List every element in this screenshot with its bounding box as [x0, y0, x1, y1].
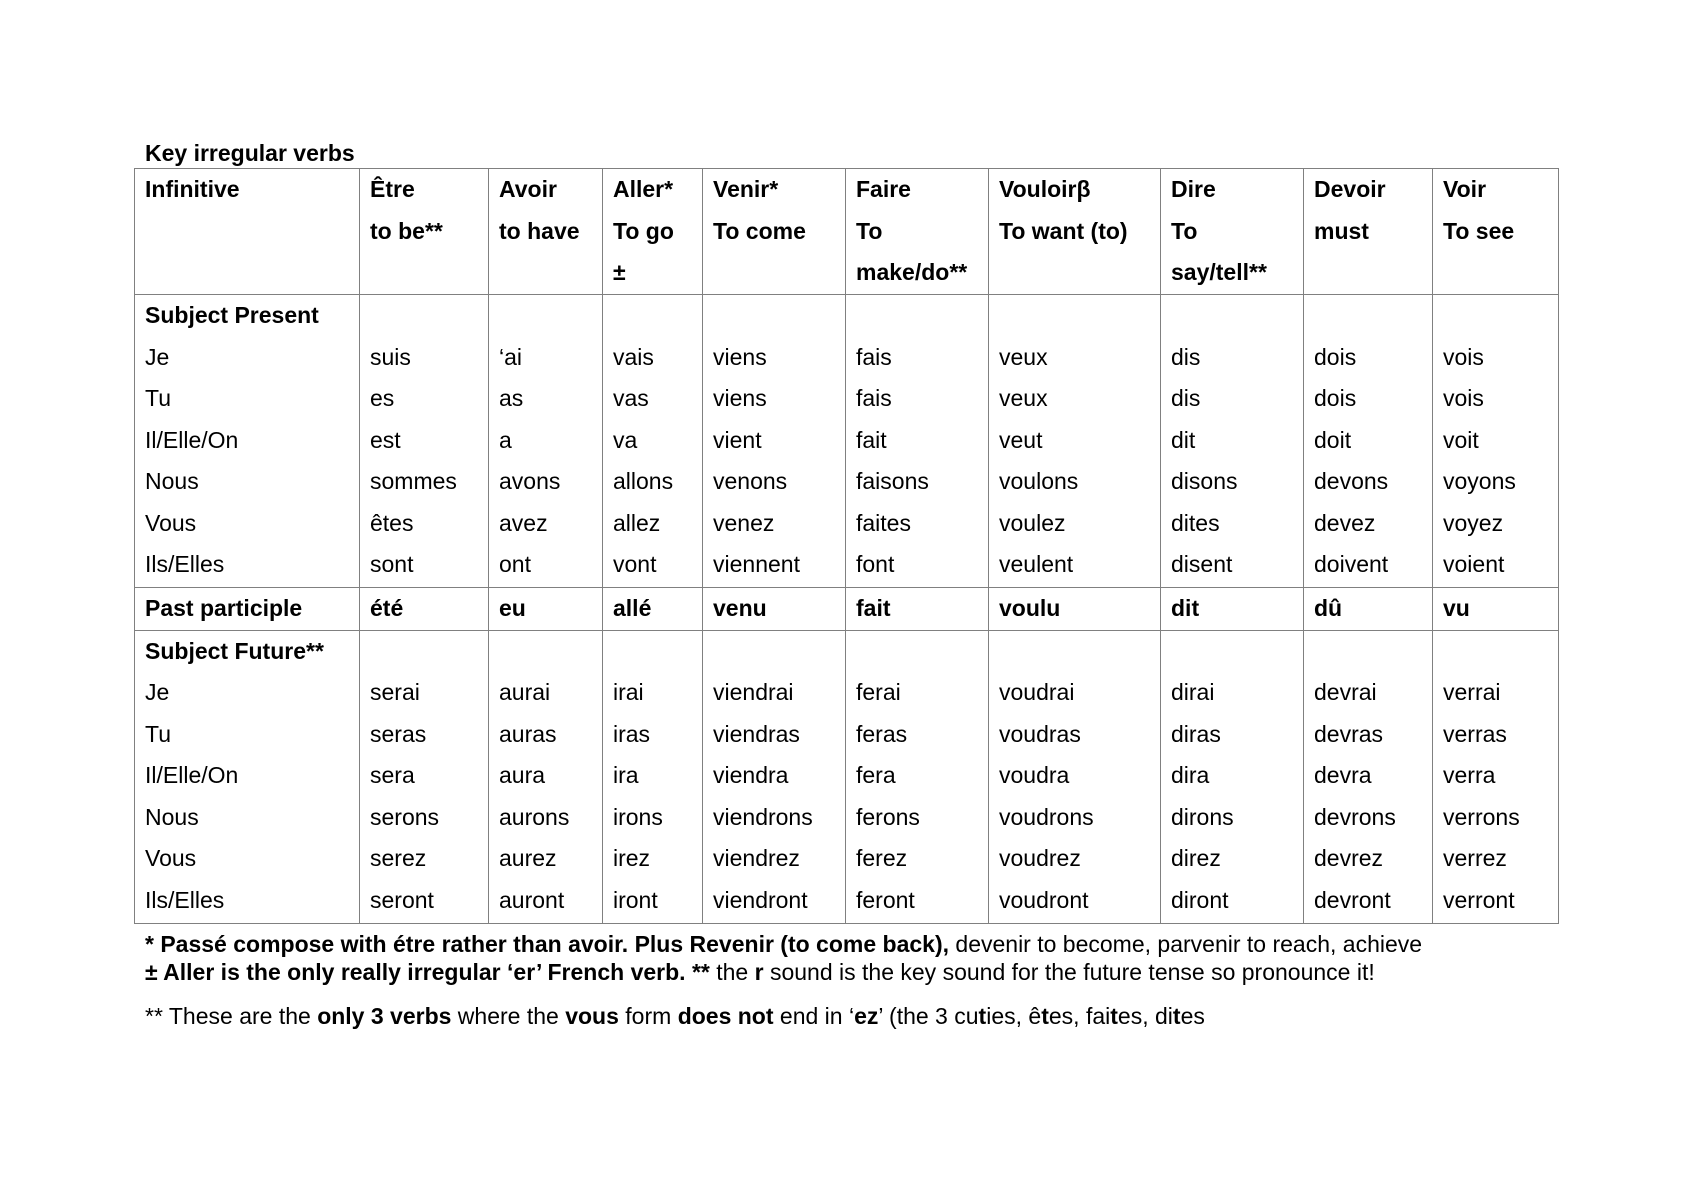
conjugated-form: ferai: [856, 679, 901, 705]
spacer: [999, 295, 1150, 337]
conjugated-form: aura: [499, 762, 546, 788]
conjugated-form: feras: [856, 720, 908, 747]
conjugated-form: aurai: [499, 679, 551, 705]
spacer: [370, 295, 478, 337]
header-verb-line: say/tell**: [1171, 259, 1267, 285]
past-participle-value: fait: [846, 588, 989, 631]
conjugated-form: verras: [1443, 720, 1507, 747]
conjugated-form: ferons: [856, 803, 920, 830]
conjugated-form: devrai: [1314, 679, 1377, 705]
conjugated-form: voudrez: [999, 845, 1081, 871]
conjugated-form: dois: [1314, 385, 1357, 411]
conjugated-form: devras: [1314, 720, 1384, 747]
conjugation-column: [1304, 295, 1433, 588]
conjugated-form: viendrons: [713, 803, 813, 830]
conjugated-form: ira: [613, 762, 639, 788]
conjugated-form: fais: [856, 385, 892, 411]
header-verb-line: Vouloirβ: [999, 176, 1091, 202]
conjugated-form: voudrons: [999, 803, 1094, 830]
conjugated-form: dit: [1171, 426, 1196, 453]
subject-pronoun: Il/Elle/On: [145, 426, 239, 453]
header-verb-line: To come: [713, 217, 806, 244]
conjugated-form: dirai: [1171, 679, 1215, 705]
conjugated-form: veulent: [999, 551, 1074, 577]
conjugated-form: seront: [370, 886, 434, 913]
conjugated-form: dis: [1171, 385, 1201, 411]
conjugated-form: sera: [370, 762, 415, 788]
conjugated-form: diront: [1171, 886, 1229, 913]
subject-pronoun: Ils/Elles: [145, 551, 225, 577]
header-verb: [1433, 169, 1559, 295]
header-verb-line: Aller*: [613, 176, 674, 202]
spacer: [613, 295, 692, 337]
conjugated-form: devrez: [1314, 845, 1384, 871]
conjugated-form: a: [499, 426, 512, 453]
conjugated-form: voulez: [999, 509, 1066, 536]
header-verb-line: Voir: [1443, 176, 1487, 202]
subject-column: [135, 295, 360, 588]
conjugation-column: [989, 630, 1161, 923]
header-verb-line: To: [1171, 217, 1198, 244]
conjugated-form: verra: [1443, 762, 1496, 788]
conjugated-form: dois: [1314, 343, 1357, 370]
past-participle-label: Past participle: [135, 588, 360, 631]
conjugation-column: [1161, 630, 1304, 923]
future-tense-row: [135, 630, 1559, 923]
conjugated-form: disons: [1171, 468, 1238, 494]
conjugated-form: serez: [370, 845, 427, 871]
spacer: [713, 631, 835, 673]
conjugated-form: faisons: [856, 468, 929, 494]
past-participle-value: dû: [1304, 588, 1433, 631]
header-verb: [1161, 169, 1304, 295]
conjugated-form: auront: [499, 886, 565, 913]
header-verb-line: To: [856, 217, 883, 244]
conjugation-column: [989, 295, 1161, 588]
section-heading: Subject Future**: [145, 637, 324, 664]
footnote-aller: ± Aller is the only really irregular ‘er’ French verb. ** the r sound is the key sound for the future tense so pronounce it!: [145, 959, 1375, 985]
header-verb-line: must: [1314, 217, 1369, 244]
conjugated-form: voyons: [1443, 468, 1516, 494]
conjugated-form: vois: [1443, 343, 1484, 370]
header-verb: [489, 169, 603, 295]
conjugated-form: viens: [713, 385, 767, 411]
conjugated-form: va: [613, 426, 638, 453]
conjugated-form: avons: [499, 468, 561, 494]
spacer: [713, 295, 835, 337]
header-verb-line: [499, 252, 592, 294]
subject-pronoun: Nous: [145, 468, 199, 494]
conjugated-form: ‘ai: [499, 343, 523, 370]
conjugated-form: venez: [713, 509, 775, 536]
section-heading: Subject Present: [145, 302, 319, 328]
subject-pronoun: Je: [145, 343, 170, 370]
conjugated-form: vient: [713, 426, 762, 453]
conjugated-form: verront: [1443, 886, 1515, 913]
conjugated-form: viendras: [713, 720, 800, 747]
conjugated-form: faites: [856, 509, 911, 536]
header-verb-line: Faire: [856, 176, 911, 202]
past-participle-value: venu: [703, 588, 846, 631]
conjugation-column: [1304, 630, 1433, 923]
conjugated-form: verrez: [1443, 845, 1507, 871]
page-title: Key irregular verbs: [145, 140, 355, 166]
spacer: [856, 295, 978, 337]
spacer: [1171, 631, 1293, 673]
footnote-passe-compose: * Passé compose with étre rather than avoir. Plus Revenir (to come back), devenir to become, parvenir to reach, achieve: [145, 931, 1423, 957]
present-tense-row: [135, 295, 1559, 588]
conjugated-form: est: [370, 426, 401, 453]
conjugated-form: viendront: [713, 886, 808, 913]
spacer: [1443, 631, 1548, 673]
conjugated-form: viennent: [713, 551, 800, 577]
spacer: [856, 631, 978, 673]
past-participle-value: voulu: [989, 588, 1161, 631]
conjugated-form: fais: [856, 343, 892, 370]
conjugated-form: viendrez: [713, 845, 800, 871]
subject-pronoun: Nous: [145, 803, 199, 830]
conjugated-form: irai: [613, 679, 644, 705]
header-verb-line: make/do**: [856, 259, 968, 285]
conjugated-form: devront: [1314, 886, 1391, 913]
conjugation-column: [360, 630, 489, 923]
past-participle-value: dit: [1161, 588, 1304, 631]
conjugated-form: devons: [1314, 468, 1389, 494]
conjugated-form: aurez: [499, 845, 557, 871]
past-participle-value: eu: [489, 588, 603, 631]
conjugated-form: veux: [999, 385, 1048, 411]
conjugated-form: viendrai: [713, 679, 794, 705]
header-verb: [603, 169, 703, 295]
conjugation-column: [603, 630, 703, 923]
spacer: [1314, 295, 1422, 337]
conjugated-form: irons: [613, 803, 663, 830]
conjugated-form: vais: [613, 343, 654, 370]
conjugated-form: vois: [1443, 385, 1484, 411]
conjugated-form: verrai: [1443, 679, 1501, 705]
conjugated-form: devrons: [1314, 803, 1396, 830]
footnotes: [145, 930, 1605, 1030]
header-verb-line: [999, 252, 1150, 294]
conjugated-form: voulons: [999, 468, 1079, 494]
conjugated-form: font: [856, 551, 895, 577]
conjugated-form: vas: [613, 385, 649, 411]
header-verb: [846, 169, 989, 295]
header-infinitive: [135, 169, 360, 295]
header-verb-line: to have: [499, 217, 580, 244]
spacer: [499, 631, 592, 673]
conjugated-form: fera: [856, 762, 896, 788]
header-verb-line: to be**: [370, 217, 443, 244]
spacer: [613, 631, 692, 673]
conjugation-column: [603, 295, 703, 588]
subject-column: [135, 630, 360, 923]
conjugated-form: irez: [613, 845, 651, 871]
conjugated-form: seras: [370, 720, 427, 747]
header-verb-line: ±: [613, 259, 626, 285]
header-verb-line: [370, 252, 478, 294]
spacer: [1171, 295, 1293, 337]
header-verb-line: [1314, 252, 1422, 294]
conjugated-form: verrons: [1443, 803, 1520, 830]
conjugated-form: ferez: [856, 845, 908, 871]
conjugated-form: viens: [713, 343, 767, 370]
conjugated-form: sont: [370, 551, 414, 577]
conjugated-form: as: [499, 385, 524, 411]
conjugated-form: sommes: [370, 468, 457, 494]
past-participle-row: [135, 588, 1559, 631]
conjugated-form: suis: [370, 343, 411, 370]
past-participle-value: vu: [1433, 588, 1559, 631]
subject-pronoun: Je: [145, 679, 170, 705]
header-verb-line: Avoir: [499, 176, 557, 202]
conjugated-form: viendra: [713, 762, 789, 788]
spacer: [999, 631, 1150, 673]
conjugation-column: [846, 630, 989, 923]
conjugated-form: voudront: [999, 886, 1089, 913]
conjugation-column: [703, 630, 846, 923]
conjugated-form: dis: [1171, 343, 1201, 370]
conjugated-form: allons: [613, 468, 674, 494]
subject-pronoun: Vous: [145, 509, 197, 536]
conjugated-form: voudra: [999, 762, 1070, 788]
spacer: [1443, 295, 1548, 337]
subject-pronoun: Vous: [145, 845, 197, 871]
spacer: [499, 295, 592, 337]
conjugated-form: doivent: [1314, 551, 1389, 577]
conjugation-column: [1433, 630, 1559, 923]
conjugated-form: serai: [370, 679, 420, 705]
conjugated-form: veut: [999, 426, 1043, 453]
conjugation-column: [703, 295, 846, 588]
conjugated-form: avez: [499, 509, 548, 536]
conjugation-column: [489, 630, 603, 923]
header-verb-line: [1443, 252, 1548, 294]
conjugated-form: devra: [1314, 762, 1372, 788]
conjugated-form: ont: [499, 551, 531, 577]
past-participle-value: allé: [603, 588, 703, 631]
conjugated-form: voyez: [1443, 509, 1504, 536]
conjugated-form: fait: [856, 426, 887, 453]
conjugated-form: allez: [613, 509, 661, 536]
conjugated-form: doit: [1314, 426, 1352, 453]
subject-pronoun: Ils/Elles: [145, 886, 225, 913]
header-verb-line: Être: [370, 176, 415, 202]
conjugation-column: [846, 295, 989, 588]
conjugated-form: auras: [499, 720, 557, 747]
conjugated-form: dites: [1171, 509, 1220, 536]
header-verb-line: Devoir: [1314, 176, 1386, 202]
spacer: [1314, 631, 1422, 673]
irregular-verbs-table: [134, 168, 1559, 924]
conjugated-form: êtes: [370, 509, 414, 536]
subject-pronoun: Il/Elle/On: [145, 762, 239, 788]
header-row: [135, 169, 1559, 295]
header-verb-line: To want (to): [999, 217, 1128, 244]
header-verb-line: To see: [1443, 217, 1515, 244]
conjugated-form: veux: [999, 343, 1048, 370]
header-verb-line: To go: [613, 217, 674, 244]
conjugated-form: direz: [1171, 845, 1221, 871]
conjugation-column: [1161, 295, 1304, 588]
header-verb: [989, 169, 1161, 295]
conjugated-form: voient: [1443, 551, 1505, 577]
spacer: [370, 631, 478, 673]
conjugated-form: diras: [1171, 720, 1221, 747]
past-participle-value: été: [360, 588, 489, 631]
conjugated-form: aurons: [499, 803, 570, 830]
conjugated-form: voudras: [999, 720, 1081, 747]
conjugated-form: disent: [1171, 551, 1233, 577]
footnote-vous-form: ** These are the only 3 verbs where the vous form does not end in ‘ez’ (the 3 cuties, êtes, faites, dites: [145, 1003, 1205, 1029]
header-verb: [703, 169, 846, 295]
conjugated-form: dira: [1171, 762, 1210, 788]
conjugated-form: venons: [713, 468, 788, 494]
conjugated-form: serons: [370, 803, 440, 830]
conjugation-column: [360, 295, 489, 588]
conjugated-form: es: [370, 385, 395, 411]
conjugated-form: voudrai: [999, 679, 1075, 705]
header-verb: [360, 169, 489, 295]
subject-pronoun: Tu: [145, 385, 171, 411]
conjugated-form: devez: [1314, 509, 1376, 536]
header-verb-line: Venir*: [713, 176, 779, 202]
header-verb: [1304, 169, 1433, 295]
conjugated-form: iront: [613, 886, 658, 913]
header-label: Infinitive: [145, 176, 240, 202]
conjugation-column: [489, 295, 603, 588]
conjugated-form: feront: [856, 886, 915, 913]
header-verb-line: [713, 252, 835, 294]
conjugated-form: voit: [1443, 426, 1479, 453]
conjugated-form: iras: [613, 720, 651, 747]
conjugated-form: vont: [613, 551, 657, 577]
header-verb-line: Dire: [1171, 176, 1216, 202]
conjugation-column: [1433, 295, 1559, 588]
conjugated-form: dirons: [1171, 803, 1234, 830]
subject-pronoun: Tu: [145, 720, 171, 747]
